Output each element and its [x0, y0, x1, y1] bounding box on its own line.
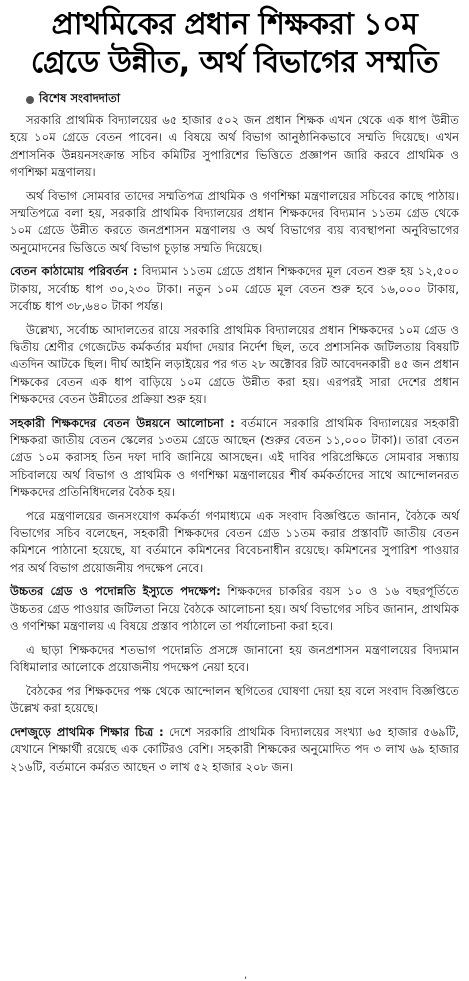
- paragraph-text: বর্তমানে সরকারি প্রাথমিক বিদ্যালয়ের সহকারী শিক্ষকরা জাতীয় বেতন স্কেলের ১৩তম গ্রেডে আছেন (শুরুর বেতন ১১,০০০ টাকা)। তারা বেতন গ্রেড ১০ম করাসহ তিন দফা দাবি জানিয়ে আসছেন। এই দাবির পরিপ্রেক্ষিতে সোমবার সন্ধ্যায় সচিবালয়ে অর্থ বিভাগ ও প্রাথমিক ও গণশিক্ষা মন্ত্রণালয়ের শীর্ষ কর্মকর্তাদের সাথে আন্দোলনরত শিক্ষকদের প্রতিনিধিদলের বৈঠক হয়।: [10, 415, 459, 499]
- paragraph: [10, 415, 459, 501]
- paragraph-text: সরকারি প্রাথমিক বিদ্যালয়ের ৬৫ হাজার ৫০২ জন প্রধান শিক্ষক এখন থেকে এক ধাপ উন্নীত হয়ে ১০ম গ্রেডে বেতন পাবেন। এ বিষয়ে অর্থ বিভাগ আনুষ্ঠানিকভাবে সম্মতি দিয়েছে। এখন প্রশাসনিক উন্নয়নসংক্রান্ত সচিব কমিটির সুপারিশের ভিত্তিতে প্রজ্ঞাপন জারি করবে প্রাথমিক ও গণশিক্ষা মন্ত্রণালয়।: [10, 113, 459, 179]
- headline-line-1: প্রাথমিকের প্রধান শিক্ষকরা ১০ম: [51, 7, 418, 42]
- paragraph-text: দেশে সরকারি প্রাথমিক বিদ্যালয়ের সংখ্যা ৬৫ হাজার ৫৬৯টি, যেখানে শিক্ষার্থী রয়েছে এক কোটিরও বেশি। সহকারী শিক্ষকের অনুমোদিত পদ ৩ লাখ ৬৯ হাজার ২১৬টি, বর্তমানে কর্মরত আছেন ৩ লাখ ৫২ হাজার ২০৮ জন।: [10, 725, 459, 774]
- paragraph: [10, 724, 459, 776]
- paragraph-text: বিদ্যমান ১১তম গ্রেডে প্রধান শিক্ষকদের মূল বেতন শুরু হয় ১২,৫০০ টাকায়, সর্বোচ্চ ধাপ ৩০,২৩০ টাকা। নতুন ১০ম গ্রেডে মূল বেতন শুরু হবে ১৬,০০০ টাকায়, সর্বোচ্চ ধাপ ৩৮,৬৪০ টাকা পর্যন্ত।: [10, 264, 459, 313]
- subheading: সহকারী শিক্ষকদের বেতন উন্নয়নে আলোচনা :: [10, 415, 235, 430]
- paragraph-text: উল্লেখ্য, সর্বোচ্চ আদালতের রায়ে সরকারি প্রাথমিক বিদ্যালয়ের প্রধান শিক্ষকদের ১০ম গ্রেড ও দ্বিতীয় শ্রেণীর গেজেটেড কর্মকর্তার মর্যাদা দেয়ার নির্দেশ ছিল, তবে প্রশাসনিক জটিলতায় বিষয়টি এতদিন আটকে ছিল। দীর্ঘ আইনি লড়াইয়ের পর গত ২৮ অক্টোবর রিট আবেদনকারী ৪৫ জন প্রধান শিক্ষকের বেতন এক ধাপ বাড়িয়ে ১০ম গ্রেডে উন্নীত করা হয়। এরপরই সারা দেশের প্রধান শিক্ষকদের বেতন উন্নীতের প্রক্রিয়া শুরু হয়।: [10, 322, 459, 406]
- subheading: দেশজুড়ে প্রাথমিক শিক্ষার চিত্র :: [10, 725, 164, 739]
- article-body: [10, 112, 459, 776]
- subheading: বেতন কাঠামোয় পরিবর্তন :: [10, 264, 138, 279]
- headline-line-2: গ্রেডে উন্নীত, অর্থ বিভাগের সম্মতি: [30, 45, 439, 80]
- paragraph-text: পরে মন্ত্রণালয়ের জনসংযোগ কর্মকর্তা গণমাধ্যমে এক সংবাদ বিজ্ঞপ্তিতে জানান, বৈঠকে অর্থ বিভাগের সচিব বলেছেন, সহকারী শিক্ষকদের বেতন গ্রেড ১১তম করার প্রস্তাবটি জাতীয় বেতন কমিশনে পাঠানো হয়েছে, যা বর্তমানে কমিশনের বিবেচনাধীন রয়েছে। কমিশনের সুপারিশ পাওয়ার পর অর্থ বিভাগ প্রয়োজনীয় পদক্ষেপ নেবে।: [10, 508, 459, 575]
- paragraph: [10, 112, 459, 181]
- paragraph: [10, 322, 459, 408]
- paragraph: [10, 683, 459, 718]
- bullet-icon: [26, 96, 34, 104]
- paragraph: [10, 263, 459, 315]
- paragraph-text: অর্থ বিভাগ সোমবার তাদের সম্মতিপত্র প্রাথমিক ও গণশিক্ষা মন্ত্রণালয়ের সচিবের কাছে পাঠায়। সম্মতিপত্রে বলা হয়, সরকারি প্রাথমিক বিদ্যালয়ের প্রধান শিক্ষকদের বিদ্যমান ১১তম গ্রেড থেকে ১০ম গ্রেডে উন্নীত করতে জনপ্রশাসন মন্ত্রণালয় ও অর্থ বিভাগের ব্যয় ব্যবস্থাপনা অনুবিভাগের অনুমোদনের ভিত্তিতে অর্থ বিভাগ চূড়ান্ত সম্মতি দিয়েছে।: [10, 188, 459, 255]
- paragraph: [10, 583, 459, 635]
- byline: [26, 90, 459, 109]
- page-mark: ,: [244, 970, 248, 981]
- paragraph: [10, 188, 459, 257]
- paragraph: [10, 642, 459, 677]
- headline: [10, 6, 459, 82]
- paragraph: [10, 508, 459, 577]
- paragraph-text: শিক্ষকদের চাকরির বয়স ১০ ও ১৬ বছরপূর্তিতে উচ্চতর গ্রেড পাওয়ার জটিলতা নিয়ে বৈঠকে আলোচনা হয়। অর্থ বিভাগের সচিব জানান, প্রাথমিক ও গণশিক্ষা মন্ত্রণালয় এ বিষয়ে প্রস্তাব পাঠালে তা পর্যালোচনা করা হবে।: [10, 584, 459, 634]
- paragraph-text: বৈঠকের পর শিক্ষকদের পক্ষ থেকে আন্দোলন স্থগিতের ঘোষণা দেয়া হয় বলে সংবাদ বিজ্ঞপ্তিতে উল্লেখ করা হয়েছে।: [10, 683, 459, 716]
- byline-text: বিশেষ সংবাদদাতা: [39, 91, 121, 105]
- paragraph-text: এ ছাড়া শিক্ষকদের শতভাগ পদোন্নতি প্রসঙ্গে জানানো হয় জনপ্রশাসন মন্ত্রণালয়ের বিদ্যমান বিধিমালার আলোকে প্রয়োজনীয় পদক্ষেপ নেয়া হবে।: [10, 642, 459, 675]
- subheading: উচ্চতর গ্রেড ও পদোন্নতি ইস্যুতে পদক্ষেপ:: [10, 584, 221, 599]
